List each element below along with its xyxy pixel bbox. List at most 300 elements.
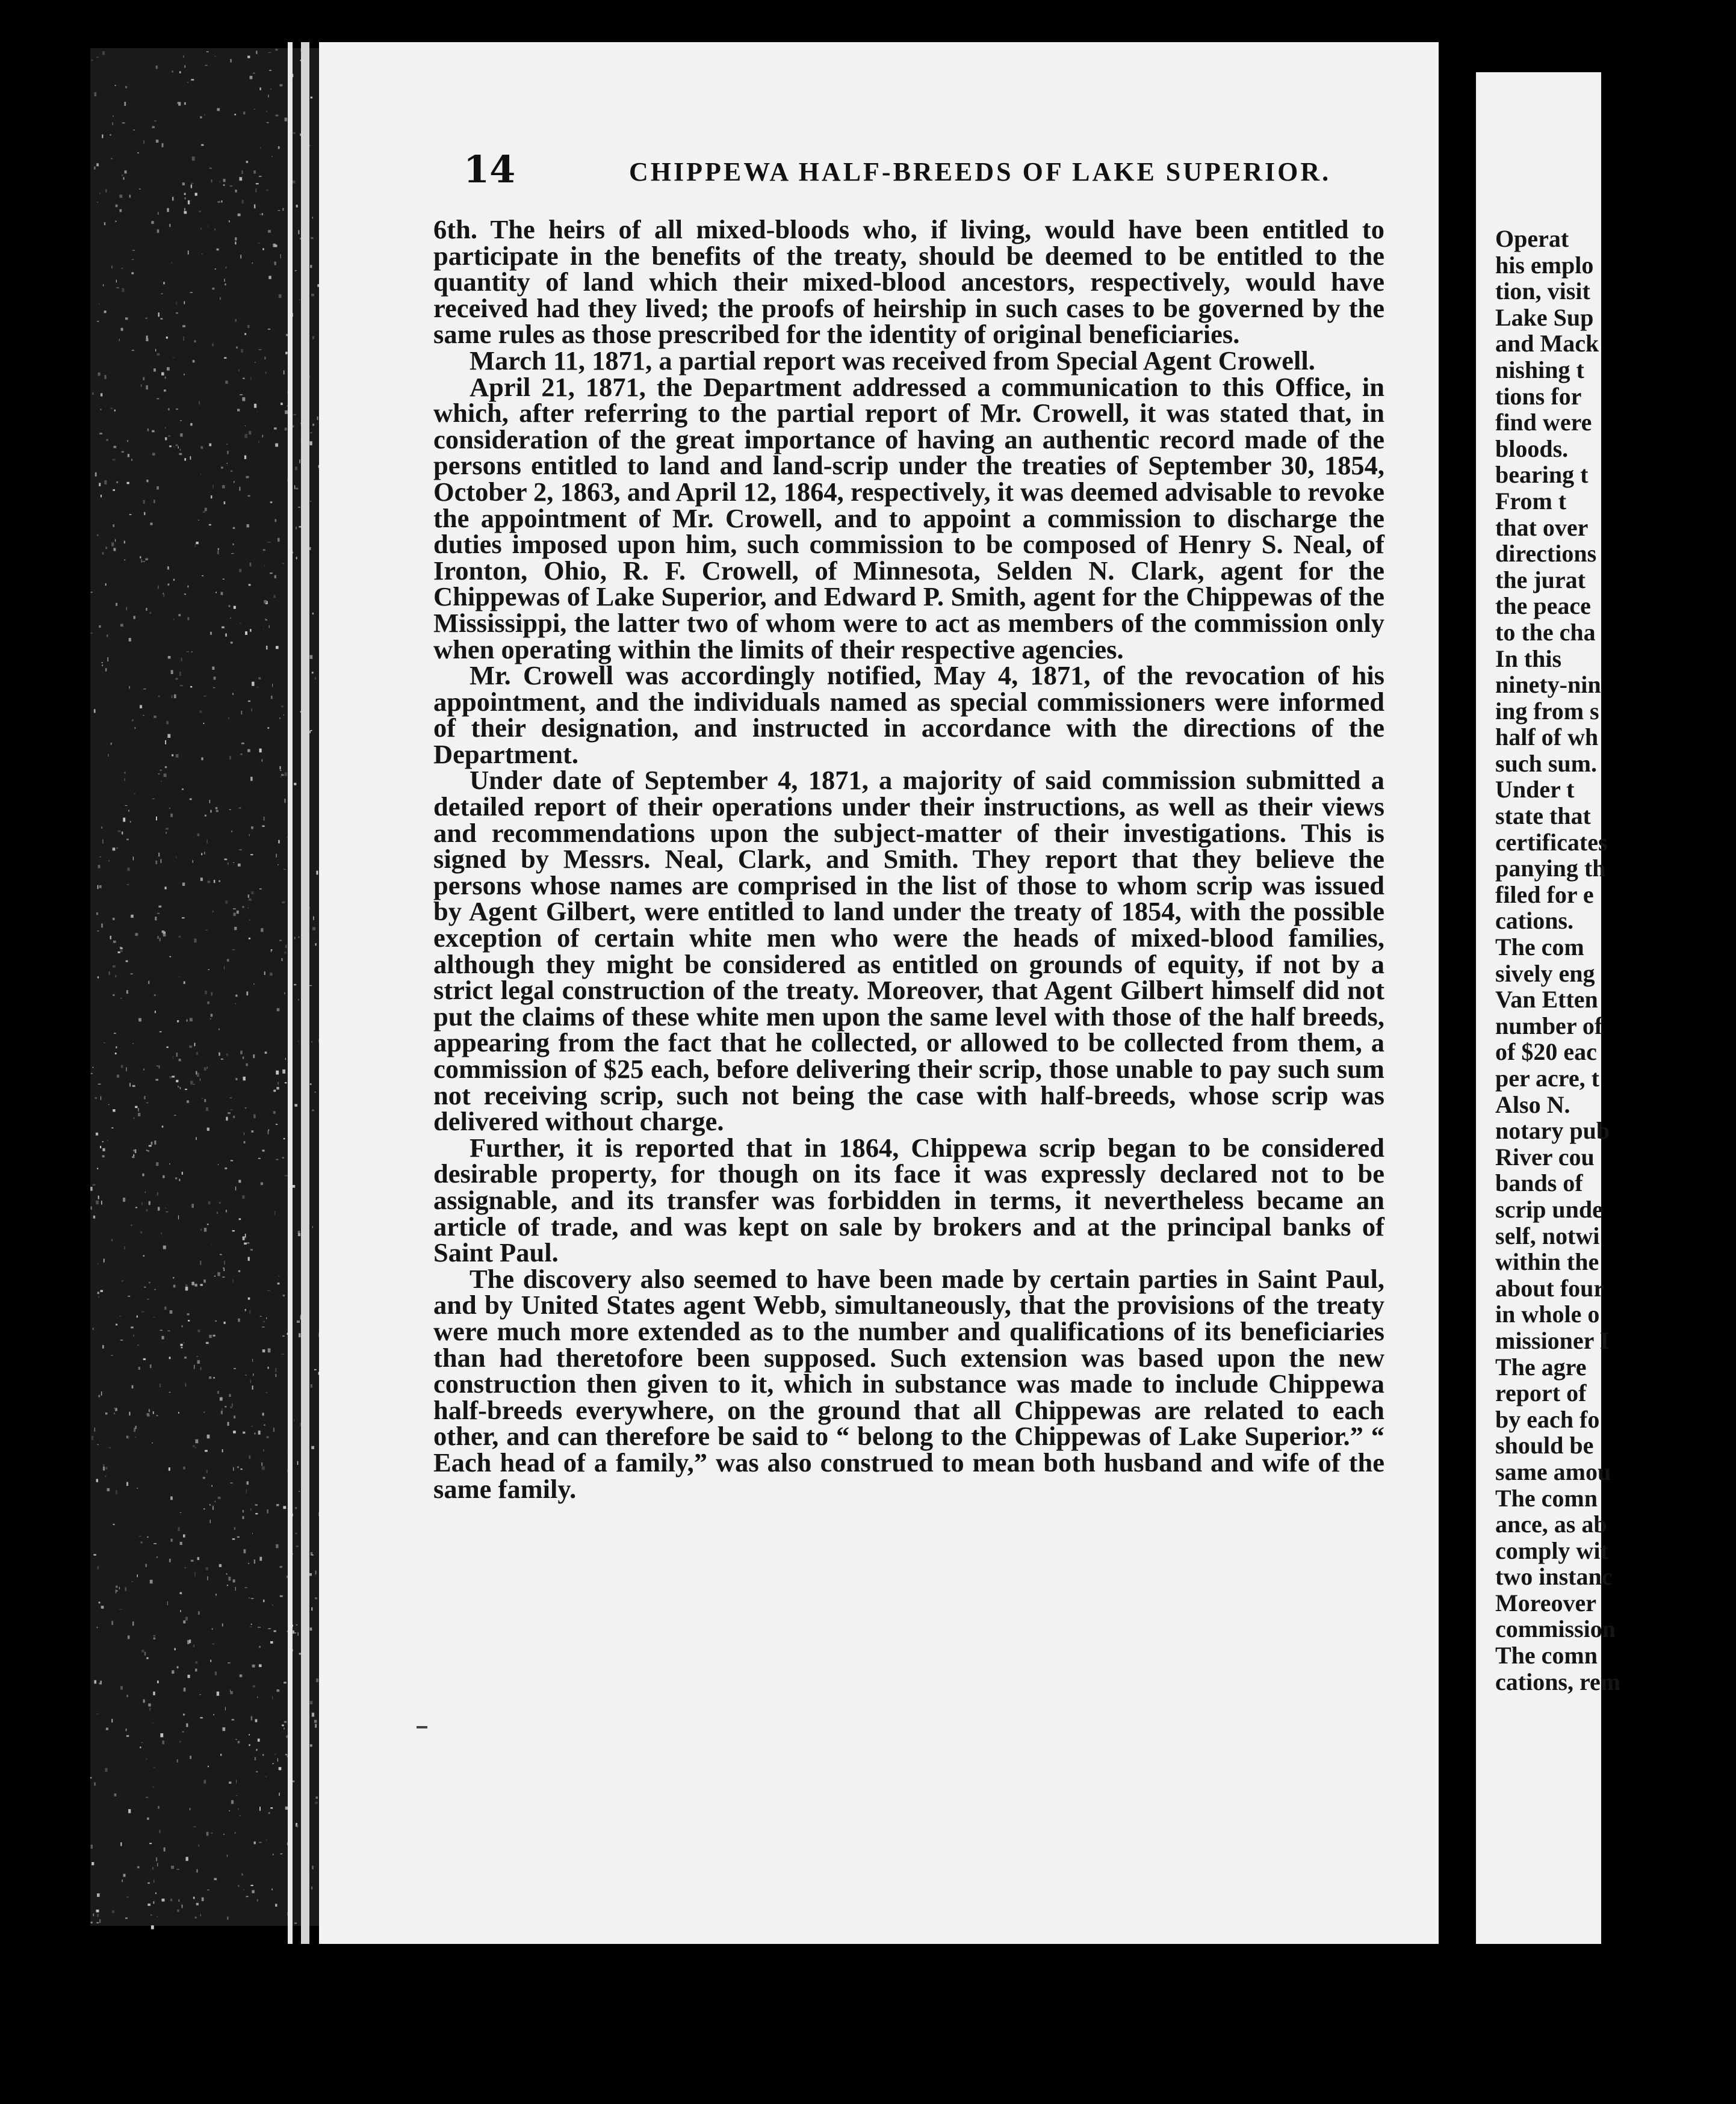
speckle (161, 1233, 162, 1235)
speckle (227, 1917, 229, 1920)
speckle (156, 1857, 157, 1861)
speckle (135, 1426, 137, 1429)
speckle (116, 1047, 117, 1049)
speckle (279, 717, 280, 719)
speckle (247, 1242, 249, 1244)
speckle (184, 458, 186, 460)
right-page-line: ance, as ab (1495, 1511, 1607, 1538)
speckle (255, 1757, 256, 1760)
speckle (231, 553, 234, 554)
speckle (187, 1313, 190, 1315)
speckle (207, 1128, 209, 1131)
speckle (250, 1310, 251, 1314)
speckle (164, 1307, 166, 1310)
speckle (232, 1719, 234, 1720)
speckle (253, 1115, 256, 1118)
speckle (97, 1168, 98, 1170)
speckle (206, 1066, 208, 1069)
speckle (211, 495, 212, 498)
right-page-line: of $20 eac (1495, 1038, 1597, 1066)
speckle (264, 817, 265, 821)
speckle (135, 933, 138, 936)
speckle (99, 625, 101, 628)
speckle (133, 129, 135, 131)
speckle (285, 799, 286, 803)
right-page-line: state that (1495, 802, 1591, 830)
speckle (114, 1793, 117, 1796)
speckle (243, 906, 244, 908)
speckle (206, 1342, 209, 1344)
speckle (245, 1309, 246, 1311)
speckle (238, 369, 239, 371)
speckle (264, 565, 265, 567)
speckle (279, 294, 282, 298)
speckle (296, 557, 297, 559)
speckle (267, 1509, 268, 1514)
speckle (312, 613, 314, 614)
speckle (261, 1462, 262, 1466)
speckle (106, 1467, 108, 1470)
speckle (209, 1335, 211, 1338)
speckle (293, 181, 296, 184)
speckle (296, 1624, 297, 1626)
speckle (238, 1885, 240, 1887)
speckle (187, 586, 188, 588)
speckle (315, 1571, 317, 1575)
speckle (143, 688, 146, 689)
right-page-line: per acre, t (1495, 1065, 1599, 1092)
speckle (231, 59, 232, 63)
speckle (204, 852, 205, 854)
speckle (273, 595, 275, 598)
speckle (102, 1141, 104, 1142)
speckle (114, 1033, 116, 1034)
speckle (97, 1567, 99, 1570)
speckle (270, 973, 273, 976)
speckle (251, 1598, 254, 1599)
speckle (225, 859, 228, 861)
speckle (311, 1552, 313, 1555)
speckle (199, 211, 201, 212)
speckle (152, 1867, 153, 1869)
speckle (125, 1587, 127, 1591)
speckle (276, 49, 278, 51)
speckle (188, 200, 190, 205)
speckle (228, 717, 229, 720)
speckle (154, 994, 156, 996)
speckle (175, 1648, 176, 1650)
speckle (249, 834, 250, 836)
speckle (264, 1425, 265, 1426)
speckle (102, 664, 103, 666)
speckle (168, 656, 171, 659)
speckle (137, 1574, 138, 1577)
speckle (220, 1754, 222, 1756)
speckle (181, 1344, 183, 1346)
speckle (171, 670, 173, 674)
speckle (233, 1279, 234, 1283)
speckle (230, 185, 233, 187)
speckle (147, 1413, 149, 1416)
speckle (145, 1192, 146, 1193)
speckle (227, 959, 229, 961)
speckle (275, 1368, 276, 1372)
speckle (280, 1595, 283, 1597)
speckle (225, 1707, 226, 1710)
speckle (180, 1592, 182, 1594)
speckle (259, 888, 262, 890)
speckle (185, 1617, 188, 1621)
right-page-line: about four (1495, 1274, 1605, 1302)
speckle (259, 1557, 262, 1561)
speckle (116, 1324, 117, 1326)
speckle (267, 122, 269, 123)
page-number: 14 (463, 147, 516, 191)
speckle (168, 408, 170, 410)
speckle (184, 1567, 186, 1568)
speckle (312, 217, 313, 219)
speckle (91, 1862, 94, 1865)
speckle (125, 1917, 128, 1919)
speckle (214, 229, 215, 231)
speckle (117, 1075, 119, 1078)
speckle (111, 407, 113, 409)
speckle (207, 1224, 209, 1225)
speckle (124, 560, 125, 561)
speckle (218, 548, 219, 550)
speckle (204, 114, 205, 116)
speckle (122, 1880, 123, 1882)
speckle (131, 915, 134, 918)
speckle (101, 1606, 104, 1609)
speckle (272, 1604, 273, 1606)
speckle (134, 1428, 135, 1432)
speckle (120, 624, 123, 627)
speckle (153, 1411, 154, 1414)
speckle (216, 810, 219, 812)
speckle (172, 695, 173, 698)
speckle (235, 237, 237, 240)
speckle (222, 200, 223, 203)
speckle (311, 97, 312, 99)
speckle (240, 394, 243, 395)
speckle (296, 1546, 299, 1547)
speckle (280, 770, 281, 771)
speckle (102, 840, 104, 844)
speckle (200, 1717, 203, 1718)
speckle (228, 1577, 231, 1581)
speckle (248, 1257, 250, 1261)
speckle (206, 1470, 208, 1473)
speckle (128, 810, 129, 812)
speckle (176, 312, 178, 314)
speckle (190, 686, 192, 688)
speckle (196, 1052, 198, 1054)
speckle (113, 116, 114, 117)
speckle (204, 1412, 205, 1413)
speckle (279, 1767, 282, 1770)
speckle (143, 561, 146, 562)
speckle (176, 1080, 178, 1082)
speckle (96, 163, 99, 166)
speckle (252, 1130, 254, 1133)
speckle (310, 1627, 312, 1630)
speckle (276, 1544, 278, 1548)
speckle (103, 284, 104, 286)
speckle (187, 1020, 188, 1022)
speckle (262, 1754, 264, 1756)
speckle (120, 209, 122, 212)
speckle (214, 56, 215, 57)
speckle (138, 1367, 140, 1370)
speckle (198, 520, 199, 521)
speckle (244, 1243, 247, 1245)
speckle (92, 392, 94, 395)
speckle (99, 193, 101, 194)
speckle (233, 1431, 236, 1434)
speckle (178, 1527, 179, 1531)
speckle (253, 983, 254, 985)
speckle (104, 1042, 105, 1043)
speckle (126, 1482, 128, 1486)
speckle (250, 1508, 251, 1511)
speckle (240, 807, 241, 808)
speckle (153, 716, 156, 718)
speckle (212, 1506, 214, 1510)
speckle (247, 56, 250, 58)
speckle (148, 981, 149, 985)
speckle (312, 424, 314, 426)
speckle (163, 1175, 164, 1178)
speckle (230, 1406, 232, 1408)
speckle (202, 253, 203, 255)
speckle (249, 431, 251, 435)
speckle (299, 1333, 300, 1337)
speckle (277, 1758, 278, 1762)
right-page-text (1495, 226, 1736, 1695)
speckle (222, 1449, 223, 1452)
speckle (255, 1513, 258, 1514)
speckle (315, 1802, 318, 1804)
speckle (316, 1679, 318, 1682)
right-page-line: tions for (1495, 382, 1582, 410)
speckle (268, 276, 271, 279)
speckle (159, 906, 162, 908)
speckle (149, 612, 151, 614)
speckle (183, 1535, 185, 1538)
speckle (146, 385, 148, 389)
speckle (134, 793, 135, 794)
speckle (173, 579, 175, 581)
speckle (146, 338, 148, 341)
speckle (277, 1283, 280, 1284)
speckle (153, 500, 155, 503)
speckle (162, 1125, 164, 1127)
speckle (145, 318, 147, 319)
speckle (210, 632, 212, 635)
speckle (97, 534, 98, 536)
speckle (161, 1336, 164, 1340)
speckle (274, 262, 276, 265)
speckle (221, 1059, 223, 1060)
speckle (274, 1754, 276, 1755)
speckle (177, 1666, 179, 1669)
speckle (250, 563, 252, 566)
speckle (100, 1681, 102, 1685)
right-page-line: The comn (1495, 1484, 1598, 1512)
right-page-line: bearing t (1495, 461, 1589, 489)
speckle (111, 542, 114, 546)
speckle (143, 377, 144, 380)
speckle (275, 1374, 276, 1377)
speckle (114, 1412, 115, 1414)
speckle (129, 514, 132, 515)
speckle (105, 668, 107, 671)
speckle (219, 1202, 222, 1204)
speckle (165, 438, 167, 441)
speckle (153, 1880, 154, 1883)
speckle (185, 197, 186, 199)
body-text (433, 214, 1384, 1504)
speckle (210, 1660, 211, 1662)
speckle (285, 352, 287, 354)
speckle (182, 325, 185, 327)
speckle (224, 966, 225, 970)
speckle (176, 678, 178, 679)
speckle (97, 1893, 100, 1897)
speckle (230, 617, 231, 619)
speckle (295, 1533, 297, 1535)
speckle (143, 1358, 146, 1360)
speckle (246, 991, 248, 995)
right-page-line: ninety-nin (1495, 671, 1601, 699)
speckle (211, 992, 212, 996)
speckle (125, 1246, 126, 1249)
speckle (253, 1054, 255, 1058)
speckle (132, 250, 135, 251)
speckle (268, 230, 271, 233)
speckle (153, 1638, 155, 1640)
speckle (317, 416, 318, 420)
speckle (115, 85, 116, 86)
speckle (147, 1883, 150, 1884)
speckle (310, 265, 312, 268)
speckle (222, 1408, 223, 1411)
speckle (231, 831, 232, 832)
speckle (259, 87, 261, 90)
speckle (148, 1703, 151, 1706)
speckle (217, 1391, 219, 1394)
right-page-line: find were (1495, 409, 1592, 436)
speckle (104, 480, 107, 484)
right-page-line: same amou (1495, 1458, 1611, 1485)
speckle (276, 1087, 279, 1089)
speckle (96, 1910, 99, 1913)
speckle (101, 924, 103, 928)
speckle (315, 943, 317, 945)
speckle (200, 1284, 203, 1286)
speckle (262, 760, 263, 762)
paragraph: April 21, 1871, the Department addressed a communication to this Office, in which, after referring to the partial report of Mr. Crowell, it was stated that, in consideration of the great importance of having an authentic record made of the persons entitled to land and land-scrip under the treaties of September 30, 1854, October 2, 1863, and April 12, 1864, respectively, it was deemed advisable to revoke the appointment of Mr. Crowell, and to appoint a commission to discharge the duties imposed upon him, such commission to be composed of Henry S. Neal, of Ironton, Ohio, R. F. Crowell, of Minnesota, Selden N. Clark, agent for the Chippewas of Lake Superior, and Edward P. Smith, agent for the Chippewas of the Mississippi, the latter two of whom were to act as members of the commission only when operating within the limits of their respective agencies. (433, 371, 1384, 664)
speckle (254, 1842, 256, 1845)
speckle (200, 116, 202, 119)
speckle (235, 319, 237, 322)
speckle (158, 586, 159, 589)
speckle (167, 208, 169, 212)
speckle (194, 1043, 196, 1047)
speckle (165, 377, 166, 379)
speckle (157, 229, 160, 233)
speckle (184, 302, 185, 305)
speckle (312, 1713, 314, 1717)
speckle (179, 936, 181, 938)
speckle (244, 1141, 246, 1143)
speckle (151, 221, 153, 224)
speckle (250, 1380, 251, 1384)
speckle (124, 772, 126, 774)
speckle (280, 766, 281, 769)
speckle (157, 1863, 158, 1867)
speckle (123, 177, 125, 180)
speckle (272, 1889, 273, 1890)
speckle (187, 651, 190, 652)
paragraph: Further, it is reported that in 1864, Chippewa scrip began to be considered desirable property, for though on its face it was expressly declared not to be assignable, and its transfer was forbidden in terms, it nevertheless became an article of trade, and was kept on sale by brokers and at the principal banks of Saint Paul. (433, 1132, 1384, 1268)
speckle (240, 487, 241, 491)
speckle (96, 1713, 99, 1714)
speckle (204, 1780, 206, 1784)
speckle (187, 1100, 189, 1103)
speckle (123, 818, 125, 822)
speckle (251, 826, 253, 829)
speckle (276, 114, 279, 116)
speckle (97, 321, 99, 322)
right-page-line: notary pub (1495, 1117, 1610, 1145)
speckle (278, 840, 279, 844)
speckle (160, 1330, 163, 1331)
speckle (182, 182, 185, 185)
speckle (293, 132, 296, 134)
speckle (125, 317, 128, 320)
speckle (176, 444, 178, 446)
right-page-line: should be (1495, 1432, 1594, 1459)
speckle (109, 971, 110, 975)
speckle (105, 1476, 106, 1477)
speckle (135, 1437, 136, 1438)
speckle (96, 1479, 98, 1482)
speckle (249, 899, 252, 901)
speckle (182, 1905, 183, 1908)
right-page-line: missioner I (1495, 1326, 1610, 1354)
speckle (177, 1759, 178, 1763)
speckle (284, 1682, 287, 1683)
speckle (294, 485, 295, 489)
speckle (248, 701, 250, 702)
speckle (146, 1209, 148, 1211)
speckle (215, 1671, 217, 1675)
speckle (111, 1127, 113, 1128)
speckle (178, 447, 179, 449)
speckle (279, 1793, 280, 1796)
speckle (146, 1102, 149, 1103)
speckle (145, 558, 148, 560)
speckle (179, 71, 181, 73)
speckle (161, 781, 162, 782)
speckle (207, 1576, 208, 1580)
speckle (249, 1734, 250, 1735)
speckle (165, 427, 166, 429)
right-page-line: certificates (1495, 828, 1608, 856)
speckle (255, 362, 256, 363)
